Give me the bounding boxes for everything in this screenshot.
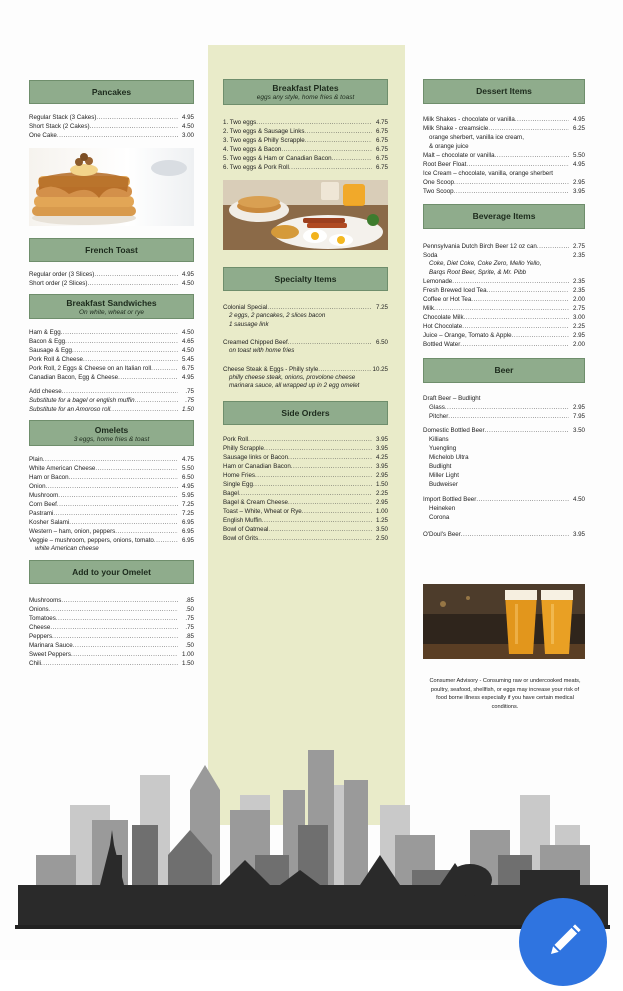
beer-brand: Killians (429, 436, 449, 443)
list-item: 4. Two eggs & Bacon ..... 6.75 (223, 145, 388, 154)
beer-brand: Miller Light (429, 472, 459, 479)
list-item: Pork Roll & Cheese ..... 5.45 (29, 355, 194, 364)
pancakes-header: Pancakes (29, 80, 194, 104)
list-item: 5. Two eggs & Ham or Canadian Bacon ..... 6.75 (223, 154, 388, 163)
item-note: on toast with home fries (229, 347, 295, 354)
list-item: Western – ham, onion, peppers ..... 6.95 (29, 527, 194, 536)
list-item: 3. Two eggs & Philly Scrapple ..... 6.75 (223, 136, 388, 145)
omelets-header: Omelets 3 eggs, home fries & toast (29, 420, 194, 446)
list-item: Substitute for an Amoroso roll ..... 1.50 (29, 405, 194, 414)
add-omelet-list (29, 596, 194, 668)
list-item: Root Beer Float ..... 4.95 (423, 160, 585, 169)
item-note: Coke, Diet Coke, Coke Zero, Mello Yello, (429, 260, 542, 267)
pancake-photo (29, 148, 194, 226)
list-item: Two Scoop ..... 3.95 (423, 187, 585, 196)
center-column (223, 79, 388, 172)
list-item: Regular Stack (3 Cakes) ..... 4.95 (29, 113, 194, 122)
item-note: 2 eggs, 2 pancakes, 2 slices bacon (229, 312, 326, 319)
list-item: Hot Chocolate ..... 2.25 (423, 322, 585, 331)
list-item: Veggie – mushroom, peppers, onions, tomato ..... 6.95 (29, 536, 194, 545)
list-item: Pastrami ..... 7.25 (29, 509, 194, 518)
sandwiches-header: Breakfast Sandwiches On white, wheat or rye (29, 294, 194, 319)
list-item: Sweet Peppers ..... 1.00 (29, 650, 194, 659)
item-note: orange sherbert, vanilla ice cream, (429, 134, 524, 141)
list-item: Pennsylvania Dutch Birch Beer 12 oz can ..... 2.75 (423, 242, 585, 251)
beer-brand: Corona (429, 514, 450, 521)
beer-brand: Michelob Ultra (429, 454, 469, 461)
item-note: philly cheese steak, onions, provolone cheese (229, 373, 356, 381)
list-item: 2. Two eggs & Sausage Links ..... 6.75 (223, 127, 388, 136)
list-item: Ham or Canadian Bacon ..... 3.95 (223, 462, 388, 471)
list-item: 6. Two eggs & Pork Roll ..... 6.75 (223, 163, 388, 172)
list-item: Colonial Special ..... 7.25 (223, 303, 388, 312)
list-item: Bowl of Oatmeal ..... 3.50 (223, 525, 388, 534)
list-item: White American Cheese ..... 5.50 (29, 464, 194, 473)
list-item: Plain ..... 4.75 (29, 455, 194, 464)
beer-photo (423, 584, 585, 659)
list-item: Regular order (3 Slices) ..... 4.95 (29, 270, 194, 279)
list-item: Chili ..... 1.50 (29, 659, 194, 668)
list-item: Fresh Brewed Iced Tea ..... 2.35 (423, 286, 585, 295)
ice-cream-line: Ice Cream – chocolate, vanilla, orange sherbert (423, 170, 554, 177)
center-column-lower (223, 267, 388, 543)
list-item: Ham & Egg ..... 4.50 (29, 328, 194, 337)
list-item: Mushrooms ..... .85 (29, 596, 194, 605)
list-item: One Scoop ..... 2.95 (423, 178, 585, 187)
draft-beer-label: Draft Beer – Budlight (423, 395, 481, 402)
specialty-header: Specialty Items (223, 267, 388, 291)
list-item: Pitcher ..... 7.95 (423, 412, 585, 421)
list-item: Milk Shake - creamsicle ..... 6.25 (423, 124, 585, 133)
list-item: Substitute for a bagel or english muffin ..... .75 (29, 396, 194, 405)
item-note: 1 sausage link (229, 320, 269, 328)
list-item: Onion ..... 4.95 (29, 482, 194, 491)
side-orders-header: Side Orders (223, 401, 388, 425)
beer-header: Beer (423, 358, 585, 383)
side-orders-list (223, 435, 388, 543)
dessert-header: Dessert Items (423, 79, 585, 104)
breakfast-plates-header: Breakfast Plates eggs any style, home fries & toast (223, 79, 388, 105)
dessert-list (423, 115, 585, 196)
list-item: One Cake ..... 3.00 (29, 131, 194, 140)
list-item: 1. Two eggs ..... 4.75 (223, 118, 388, 127)
list-item: Milk ..... 2.75 (423, 304, 585, 313)
list-item: Bagel ..... 2.25 (223, 489, 388, 498)
french-toast-list (29, 270, 194, 288)
list-item: Onions ..... .50 (29, 605, 194, 614)
item-note: Barqs Root Beer, Sprite, & Mr. Pibb (429, 268, 527, 276)
beer-brand: Yuengling (429, 445, 457, 452)
list-item: Bottled Water ..... 2.00 (423, 340, 585, 349)
pancakes-list (29, 113, 194, 140)
beer-brand: Budweiser (429, 481, 458, 488)
list-item: Philly Scrapple ..... 3.95 (223, 444, 388, 453)
list-item: Pork Roll ..... 3.95 (223, 435, 388, 444)
item-note: marinara sauce, all wrapped up in 2 egg omelet (229, 382, 360, 389)
list-item: Domestic Bottled Beer ..... 3.50 (423, 426, 585, 435)
list-item: Bagel & Cream Cheese ..... 2.95 (223, 498, 388, 507)
list-item: Kosher Salami ..... 6.95 (29, 518, 194, 527)
breakfast-plates-list (223, 118, 388, 172)
beverage-header: Beverage Items (423, 204, 585, 229)
list-item: Coffee or Hot Tea ..... 2.00 (423, 295, 585, 304)
list-item: Bowl of Grits ..... 2.50 (223, 534, 388, 543)
list-item: Corn Beef ..... 7.25 (29, 500, 194, 509)
left-column (29, 80, 194, 140)
list-item: Chocolate Milk ..... 3.00 (423, 313, 585, 322)
list-item: Single Egg ..... 1.50 (223, 480, 388, 489)
french-toast-header: French Toast (29, 238, 194, 262)
pencil-icon (519, 898, 607, 986)
list-item: Short order (2 Slices) ..... 4.50 (29, 279, 194, 288)
list-item: Marinara Sauce ..... .50 (29, 641, 194, 650)
list-item: Toast – White, Wheat or Rye ..... 1.00 (223, 507, 388, 516)
right-column (423, 79, 585, 539)
list-item: Canadian Bacon, Egg & Cheese ..... 4.95 (29, 373, 194, 382)
edit-fab-button[interactable] (519, 898, 607, 986)
list-item: Milk Shakes - chocolate or vanilla ..... 4.95 (423, 115, 585, 124)
list-item: Add cheese ..... .75 (29, 387, 194, 396)
list-item: Short Stack (2 Cakes) ..... 4.50 (29, 122, 194, 131)
add-omelet-header: Add to your Omelet (29, 560, 194, 584)
consumer-advisory: Consumer Advisory - Consuming raw or undercooked meats, poultry, seafood, shellfish, or eggs may increase your risk of food borne illness especially if you have certain medical conditions. (429, 678, 581, 710)
list-item: Glass ..... 2.95 (423, 403, 585, 412)
list-item: English Muffin ..... 1.25 (223, 516, 388, 525)
list-item: Ham or Bacon ..... 6.50 (29, 473, 194, 482)
list-item: Tomatoes ..... .75 (29, 614, 194, 623)
beer-brand: Budlight (429, 463, 452, 470)
list-item: Sausage & Egg ..... 4.50 (29, 346, 194, 355)
sandwiches-list (29, 328, 194, 414)
list-item: Mushroom ..... 5.95 (29, 491, 194, 500)
beverage-list (423, 242, 585, 349)
list-item: Juice – Orange, Tomato & Apple ..... 2.95 (423, 331, 585, 340)
beer-list (423, 394, 585, 539)
list-item: Peppers ..... .85 (29, 632, 194, 641)
list-item: Home Fries ..... 2.95 (223, 471, 388, 480)
list-item: Cheese Steak & Eggs - Philly style ..... 10.25 (223, 365, 388, 374)
left-column-lower (29, 238, 194, 668)
list-item: Lemonade ..... 2.35 (423, 277, 585, 286)
list-item: Bacon & Egg ..... 4.65 (29, 337, 194, 346)
veggie-note: white American cheese (35, 545, 99, 552)
specialty-list (223, 303, 388, 391)
list-item: Creamed Chipped Beef ..... 6.50 (223, 338, 388, 347)
list-item: Soda 2.35 (423, 252, 585, 259)
beer-brand: Heineken (429, 505, 456, 512)
list-item: Malt – chocolate or vanilla ..... 5.50 (423, 151, 585, 160)
list-item: Cheese ..... .75 (29, 623, 194, 632)
list-item: O'Doul's Beer ..... 3.95 (423, 530, 585, 539)
omelets-list (29, 455, 194, 554)
breakfast-plate-photo (223, 180, 388, 250)
item-note: & orange juice (429, 143, 469, 150)
list-item: Sausage links or Bacon ..... 4.25 (223, 453, 388, 462)
list-item: Import Bottled Beer ..... 4.50 (423, 495, 585, 504)
list-item: Pork Roll, 2 Eggs & Cheese on an Italian roll ..... 6.75 (29, 364, 194, 373)
